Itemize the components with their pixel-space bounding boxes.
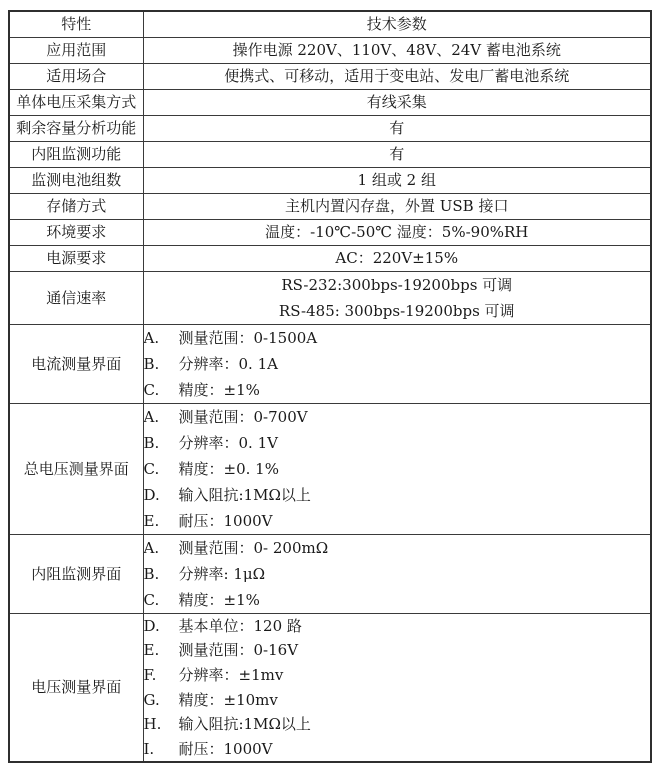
row-value: 有: [143, 115, 651, 141]
row-value-list: [143, 403, 651, 534]
list-item-letter: A.: [143, 328, 160, 347]
technical-parameters-table: [8, 10, 652, 763]
row-value: 温度：-10℃-50℃ 湿度：5%-90%RH: [143, 219, 651, 245]
row-value: 有线采集: [143, 89, 651, 115]
table-row: [9, 37, 651, 63]
list-item-text: 输入阻抗:1MΩ以上: [178, 485, 311, 504]
list-item-text: 分辨率：0. 1V: [178, 433, 278, 452]
row-value: AC：220V±15%: [143, 245, 651, 271]
row-value: 操作电源 220V、110V、48V、24V 蓄电池系统: [143, 37, 651, 63]
list-item-letter: B.: [143, 564, 160, 583]
list-item-text: 测量范围：0-1500A: [178, 328, 318, 347]
row-label: 监测电池组数: [9, 167, 143, 193]
spec-list-item: [144, 535, 651, 561]
list-item-letter: H.: [143, 715, 162, 734]
table-row: [9, 63, 651, 89]
list-item-letter: I.: [143, 739, 155, 758]
row-label: 内阻监测界面: [9, 534, 143, 613]
spec-list-item: [144, 587, 651, 613]
list-item-letter: D.: [143, 616, 160, 635]
list-item-text: 精度：±10mv: [178, 690, 278, 709]
spec-list-item: [144, 712, 651, 737]
list-item-letter: E.: [143, 511, 160, 530]
table-row: [9, 89, 651, 115]
list-item-letter: D.: [143, 485, 160, 504]
spec-list-item: [144, 638, 651, 663]
list-item-text: 耐压：1000V: [178, 739, 273, 758]
list-item-letter: B.: [143, 354, 160, 373]
row-label: 单体电压采集方式: [9, 89, 143, 115]
row-value-list: [143, 613, 651, 762]
list-item-letter: G.: [143, 690, 160, 709]
spec-list-item: [144, 614, 651, 639]
spec-list-item: [144, 663, 651, 688]
list-item-letter: A.: [143, 407, 160, 426]
list-item-text: 分辨率：±1mv: [178, 665, 284, 684]
row-label: 电压测量界面: [9, 613, 143, 762]
row-label: 环境要求: [9, 219, 143, 245]
row-label: 内阻监测功能: [9, 141, 143, 167]
table-row-comm-rate: [9, 271, 651, 324]
row-label: 电源要求: [9, 245, 143, 271]
list-item-text: 基本单位：120 路: [178, 616, 302, 635]
spec-list-item: [144, 351, 651, 377]
row-value-list: [143, 324, 651, 403]
table-row: [9, 219, 651, 245]
table-row-resistance-interface: [9, 534, 651, 613]
spec-list-item: [144, 456, 651, 482]
list-item-text: 分辨率: 1μΩ: [178, 564, 266, 583]
spec-list-item: [144, 482, 651, 508]
spec-list-item: [144, 687, 651, 712]
row-label: 通信速率: [9, 271, 143, 324]
list-item-letter: B.: [143, 433, 160, 452]
table-row: [9, 115, 651, 141]
row-label: 适用场合: [9, 63, 143, 89]
table-row: [9, 141, 651, 167]
row-label: 剩余容量分析功能: [9, 115, 143, 141]
table-row-total-voltage-interface: [9, 403, 651, 534]
spec-list-item: [144, 508, 651, 534]
list-item-letter: F.: [143, 665, 157, 684]
spec-list-item: [144, 404, 651, 430]
header-params-cell: 技术参数: [143, 11, 651, 37]
list-item-text: 分辨率：0. 1A: [178, 354, 278, 373]
row-value-multiline: [143, 271, 651, 324]
row-label: 存储方式: [9, 193, 143, 219]
spec-list-item: [144, 430, 651, 456]
table-header-row: [9, 11, 651, 37]
list-item-letter: C.: [143, 590, 160, 609]
spec-list-item: [144, 377, 651, 403]
list-item-letter: C.: [143, 459, 160, 478]
list-item-text: 测量范围：0-700V: [178, 407, 308, 426]
comm-rate-line: RS-485: 300bps-19200bps 可调: [278, 301, 515, 320]
table-row: [9, 193, 651, 219]
comm-rate-line: RS-232:300bps-19200bps 可调: [281, 275, 513, 294]
list-item-text: 精度：±0. 1%: [178, 459, 279, 478]
table-row: [9, 167, 651, 193]
row-value: 1 组或 2 组: [143, 167, 651, 193]
row-value: 主机内置闪存盘，外置 USB 接口: [143, 193, 651, 219]
list-item-letter: C.: [143, 380, 160, 399]
row-label: 总电压测量界面: [9, 403, 143, 534]
row-value: 便携式、可移动，适用于变电站、发电厂蓄电池系统: [143, 63, 651, 89]
list-item-text: 精度：±1%: [178, 590, 260, 609]
table-row: [9, 245, 651, 271]
list-item-text: 耐压：1000V: [178, 511, 273, 530]
table-row-voltage-interface: [9, 613, 651, 762]
spec-list-item: [144, 325, 651, 351]
spec-list-item: [144, 561, 651, 587]
row-value: 有: [143, 141, 651, 167]
list-item-text: 测量范围：0-16V: [178, 641, 299, 660]
list-item-text: 测量范围：0- 200mΩ: [178, 538, 329, 557]
header-feature-cell: 特性: [9, 11, 143, 37]
table-row-current-interface: [9, 324, 651, 403]
list-item-text: 精度：±1%: [178, 380, 260, 399]
row-label: 应用范围: [9, 37, 143, 63]
list-item-letter: E.: [143, 641, 160, 660]
row-value-list: [143, 534, 651, 613]
list-item-letter: A.: [143, 538, 160, 557]
row-label: 电流测量界面: [9, 324, 143, 403]
list-item-text: 输入阻抗:1MΩ以上: [178, 715, 311, 734]
spec-list-item: [144, 736, 651, 761]
